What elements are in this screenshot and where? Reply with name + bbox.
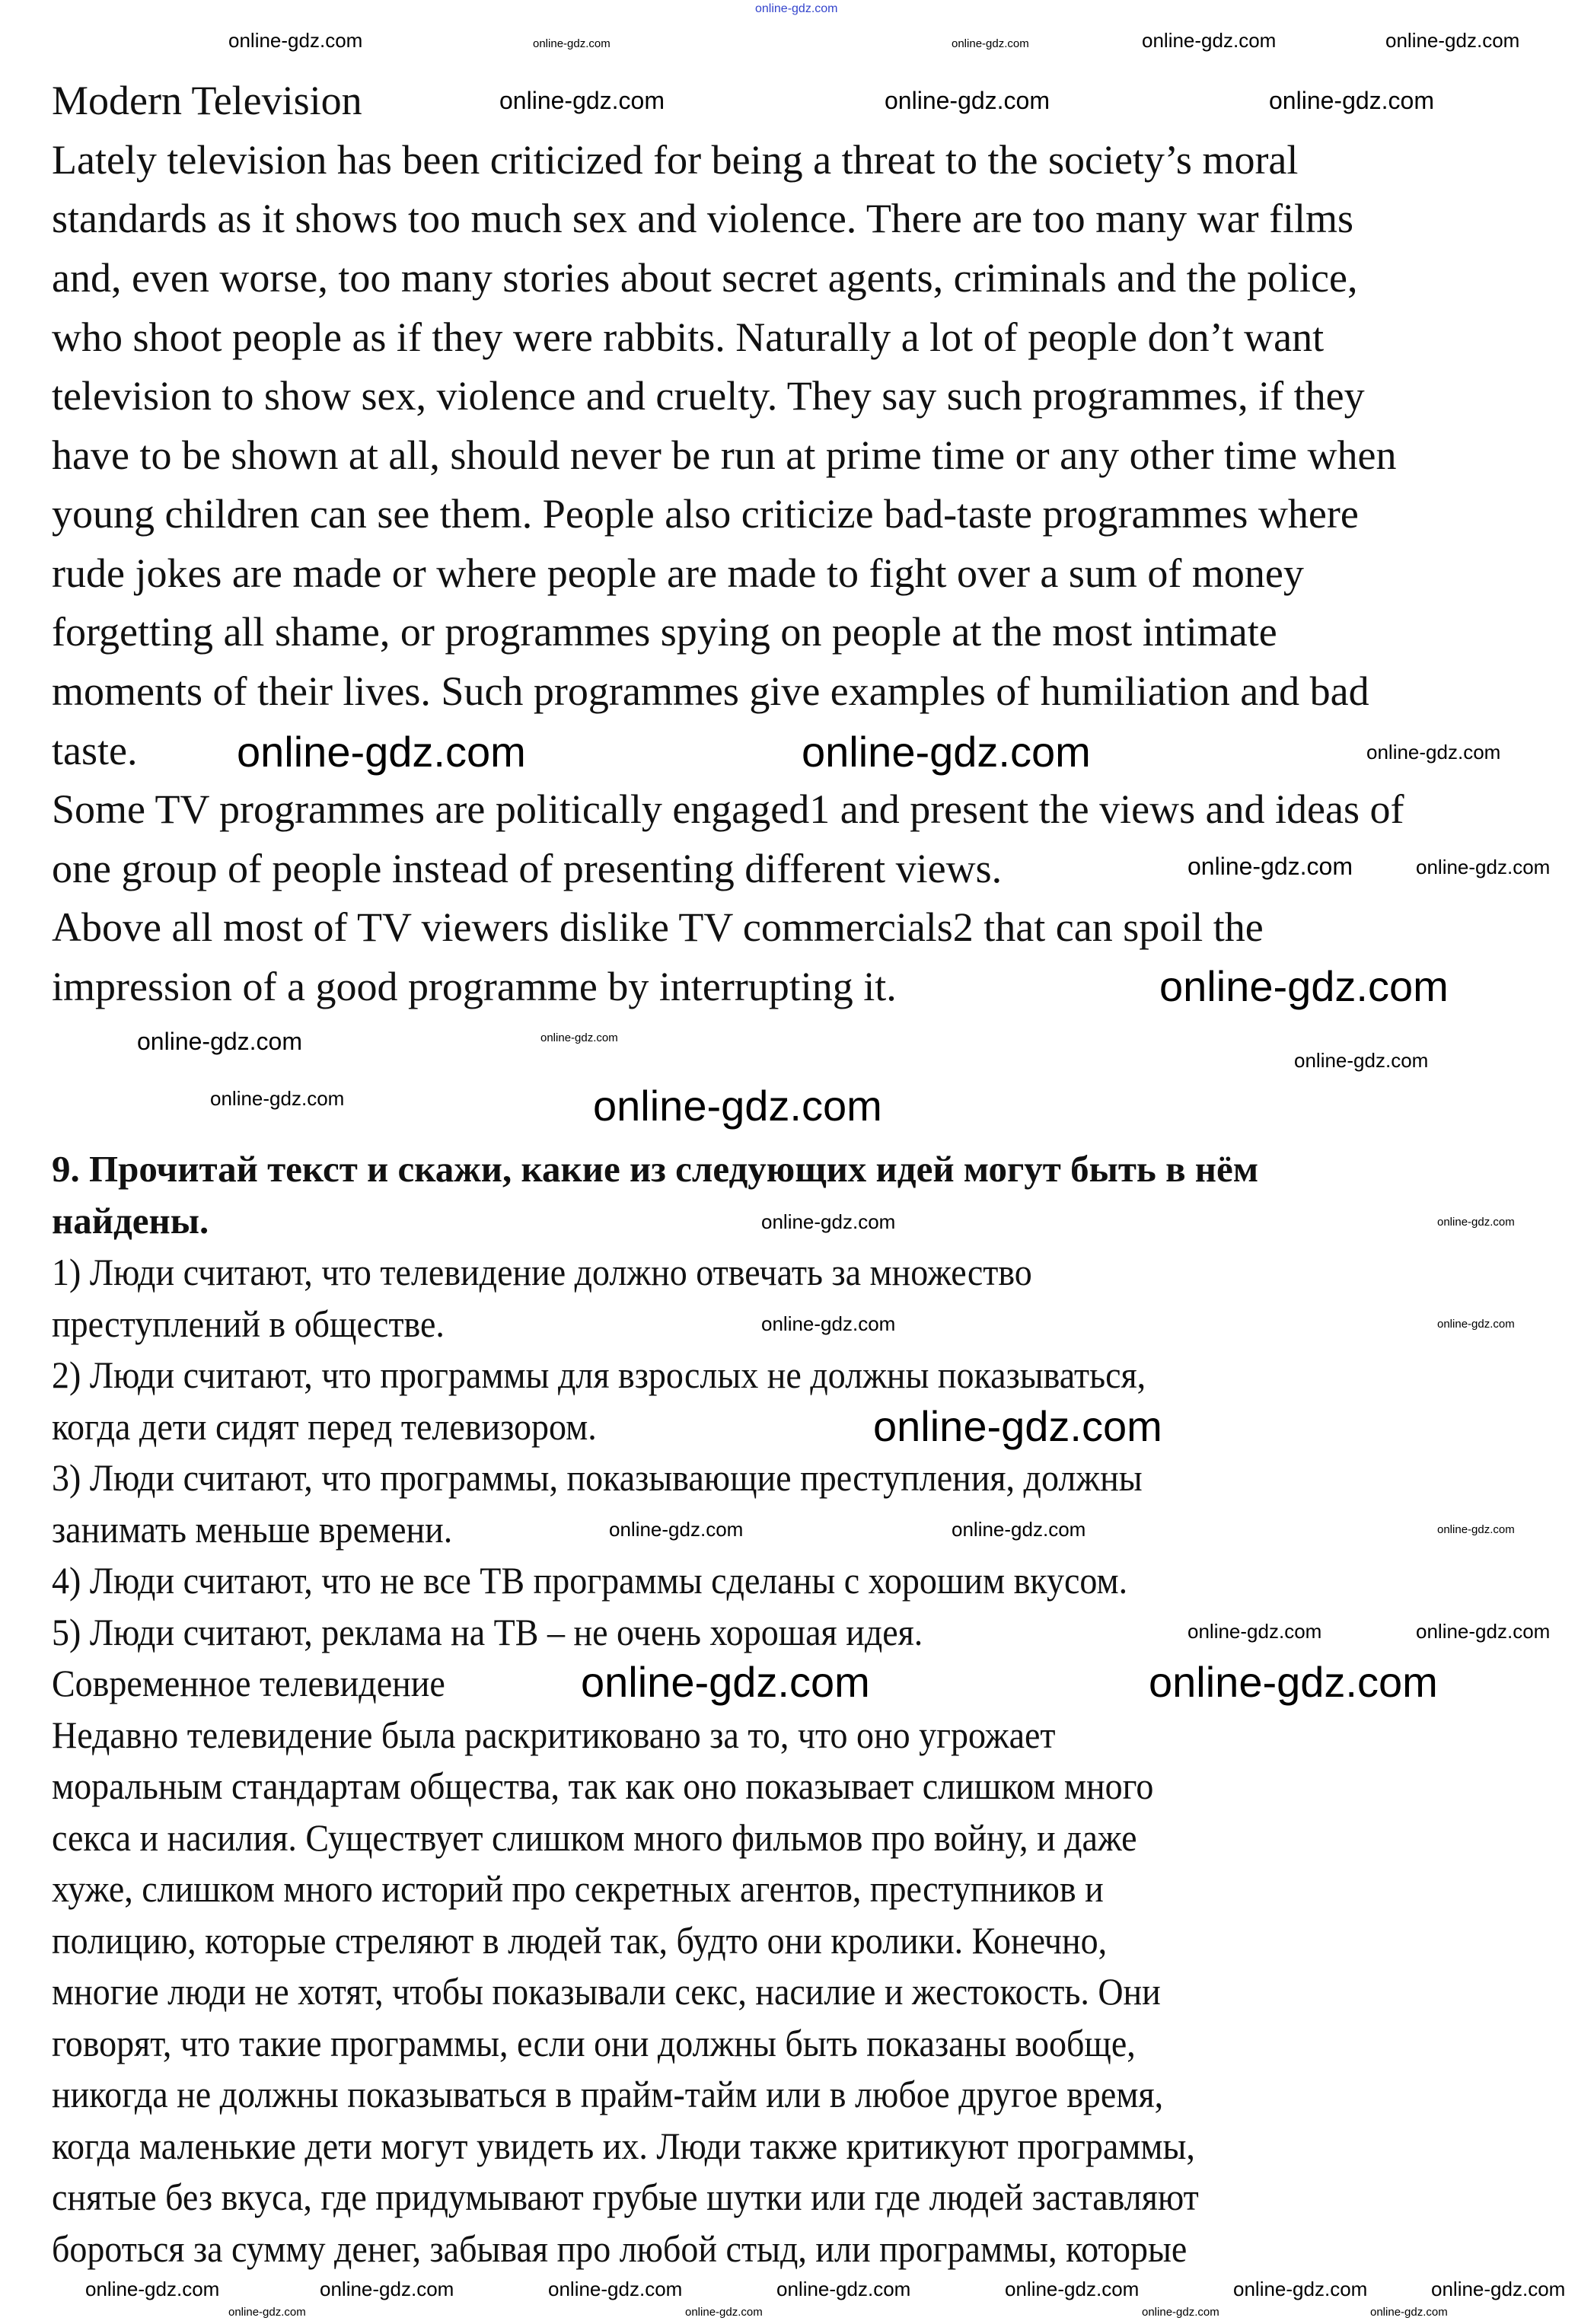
watermark: online-gdz.com (1005, 2278, 1140, 2300)
text-line: young children can see them. People also criticize bad-taste programmes where (52, 491, 1359, 537)
text-line: моральным стандартам общества, так как оно показывает слишком много (52, 1765, 1154, 1807)
watermark: online-gdz.com (533, 37, 611, 50)
watermark: online-gdz.com (761, 1312, 896, 1335)
watermark: online-gdz.com (228, 29, 363, 52)
watermark: online-gdz.com (1437, 1216, 1515, 1229)
watermark: online-gdz.com (548, 2278, 683, 2300)
text-line: многие люди не хотят, чтобы показывали секс, насилие и жестокость. Они (52, 1970, 1161, 2013)
text-line: taste. (52, 728, 138, 773)
task-line: 5) Люди считают, реклама на ТВ – не очень хорошая идея. (52, 1611, 923, 1653)
text-line: секса и насилия. Существует слишком много фильмов про войну, и даже (52, 1816, 1137, 1859)
text-line: полицию, которые стреляют в людей так, будто они кролики. Конечно, (52, 1919, 1108, 1962)
english-title: Modern Television (52, 78, 362, 123)
watermark: online-gdz.com (952, 37, 1029, 50)
watermark: online-gdz.com (776, 2278, 911, 2300)
text-line: хуже, слишком много историй про секретных агентов, преступников и (52, 1867, 1104, 1910)
watermark: online-gdz.com (228, 2306, 306, 2319)
watermark: online-gdz.com (1233, 2278, 1368, 2300)
text-line: who shoot people as if they were rabbits. Naturally a lot of people don’t want (52, 314, 1325, 360)
text-line: говорят, что такие программы, если они должны быть показаны вообще, (52, 2022, 1136, 2064)
watermark: online-gdz.com (1188, 1620, 1322, 1643)
text-line: rude jokes are made or where people are made to fight over a sum of money (52, 550, 1304, 596)
watermark: online-gdz.com (1437, 1523, 1515, 1536)
text-line: Above all most of TV viewers dislike TV commercials2 that can spoil the (52, 904, 1264, 950)
watermark: online-gdz.com (873, 1402, 1162, 1450)
watermark: online-gdz.com (1385, 29, 1520, 52)
text-line: standards as it shows too much sex and violence. There are too many war films (52, 196, 1354, 241)
text-line: Some TV programmes are politically engaged1 and present the views and ideas of (52, 786, 1404, 832)
task-line: преступлений в обществе. (52, 1302, 445, 1345)
text-line: moments of their lives. Such programmes give examples of humiliation and bad (52, 668, 1369, 714)
watermark: online-gdz.com (1416, 1620, 1551, 1643)
watermark: online-gdz.com (755, 2, 838, 15)
text-line: Недавно телевидение была раскритиковано за то, что оно угрожает (52, 1714, 1056, 1756)
task-heading: найдены. (52, 1200, 209, 1242)
text-line: бороться за сумму денег, забывая про любой стыд, или программы, которые (52, 2227, 1188, 2270)
watermark: online-gdz.com (237, 728, 526, 776)
watermark: online-gdz.com (1159, 962, 1449, 1010)
watermark: online-gdz.com (685, 2306, 763, 2319)
watermark: online-gdz.com (137, 1028, 302, 1055)
text-line: никогда не должны показываться в прайм-тайм или в любое другое время, (52, 2073, 1164, 2115)
russian-title: Современное телевидение (52, 1662, 445, 1704)
watermark: online-gdz.com (85, 2278, 220, 2300)
watermark: online-gdz.com (1142, 2306, 1219, 2319)
watermark: online-gdz.com (1416, 856, 1551, 878)
text-line: impression of a good programme by interrupting it. (52, 964, 897, 1009)
text-line: one group of people instead of presenting different views. (52, 846, 1003, 891)
watermark: online-gdz.com (593, 1082, 882, 1130)
text-line: and, even worse, too many stories about secret agents, criminals and the police, (52, 255, 1358, 301)
watermark: online-gdz.com (609, 1518, 744, 1541)
watermark: online-gdz.com (885, 87, 1050, 114)
watermark: online-gdz.com (1269, 87, 1434, 114)
watermark: online-gdz.com (1294, 1049, 1429, 1072)
text-line: снятые без вкуса, где придумывают грубые шутки или где людей заставляют (52, 2176, 1199, 2218)
task-line: 2) Люди считают, что программы для взрослых не должны показываться, (52, 1353, 1146, 1396)
task-line: 1) Люди считают, что телевидение должно отвечать за множество (52, 1251, 1032, 1293)
text-line: Lately television has been criticized for being a threat to the society’s moral (52, 137, 1299, 183)
task-line: занимать меньше времени. (52, 1508, 453, 1551)
text-line: когда маленькие дети могут увидеть их. Люди также критикуют программы, (52, 2125, 1195, 2167)
text-line: forgetting all shame, or programmes spying on people at the most intimate (52, 609, 1277, 655)
watermark: online-gdz.com (1188, 853, 1353, 880)
task-heading: 9. Прочитай текст и скажи, какие из следующих идей могут быть в нём (52, 1148, 1259, 1190)
task-line: 3) Люди считают, что программы, показывающие преступления, должны (52, 1456, 1143, 1499)
watermark: online-gdz.com (581, 1658, 870, 1706)
task-line: 4) Люди считают, что не все ТВ программы сделаны с хорошим вкусом. (52, 1559, 1128, 1602)
watermark: online-gdz.com (1370, 2306, 1448, 2319)
task-line: когда дети сидят перед телевизором. (52, 1405, 597, 1448)
watermark: online-gdz.com (1366, 741, 1501, 764)
watermark: online-gdz.com (761, 1210, 896, 1233)
watermark: online-gdz.com (952, 1518, 1086, 1541)
watermark: online-gdz.com (499, 87, 665, 114)
text-line: have to be shown at all, should never be run at prime time or any other time when (52, 432, 1397, 478)
watermark: online-gdz.com (320, 2278, 454, 2300)
watermark: online-gdz.com (540, 1031, 618, 1044)
watermark: online-gdz.com (210, 1087, 345, 1110)
watermark: online-gdz.com (1437, 1318, 1515, 1331)
watermark: online-gdz.com (1142, 29, 1277, 52)
text-line: television to show sex, violence and cruelty. They say such programmes, if they (52, 373, 1365, 419)
watermark: online-gdz.com (802, 728, 1091, 776)
watermark: online-gdz.com (1431, 2278, 1566, 2300)
watermark: online-gdz.com (1149, 1658, 1438, 1706)
